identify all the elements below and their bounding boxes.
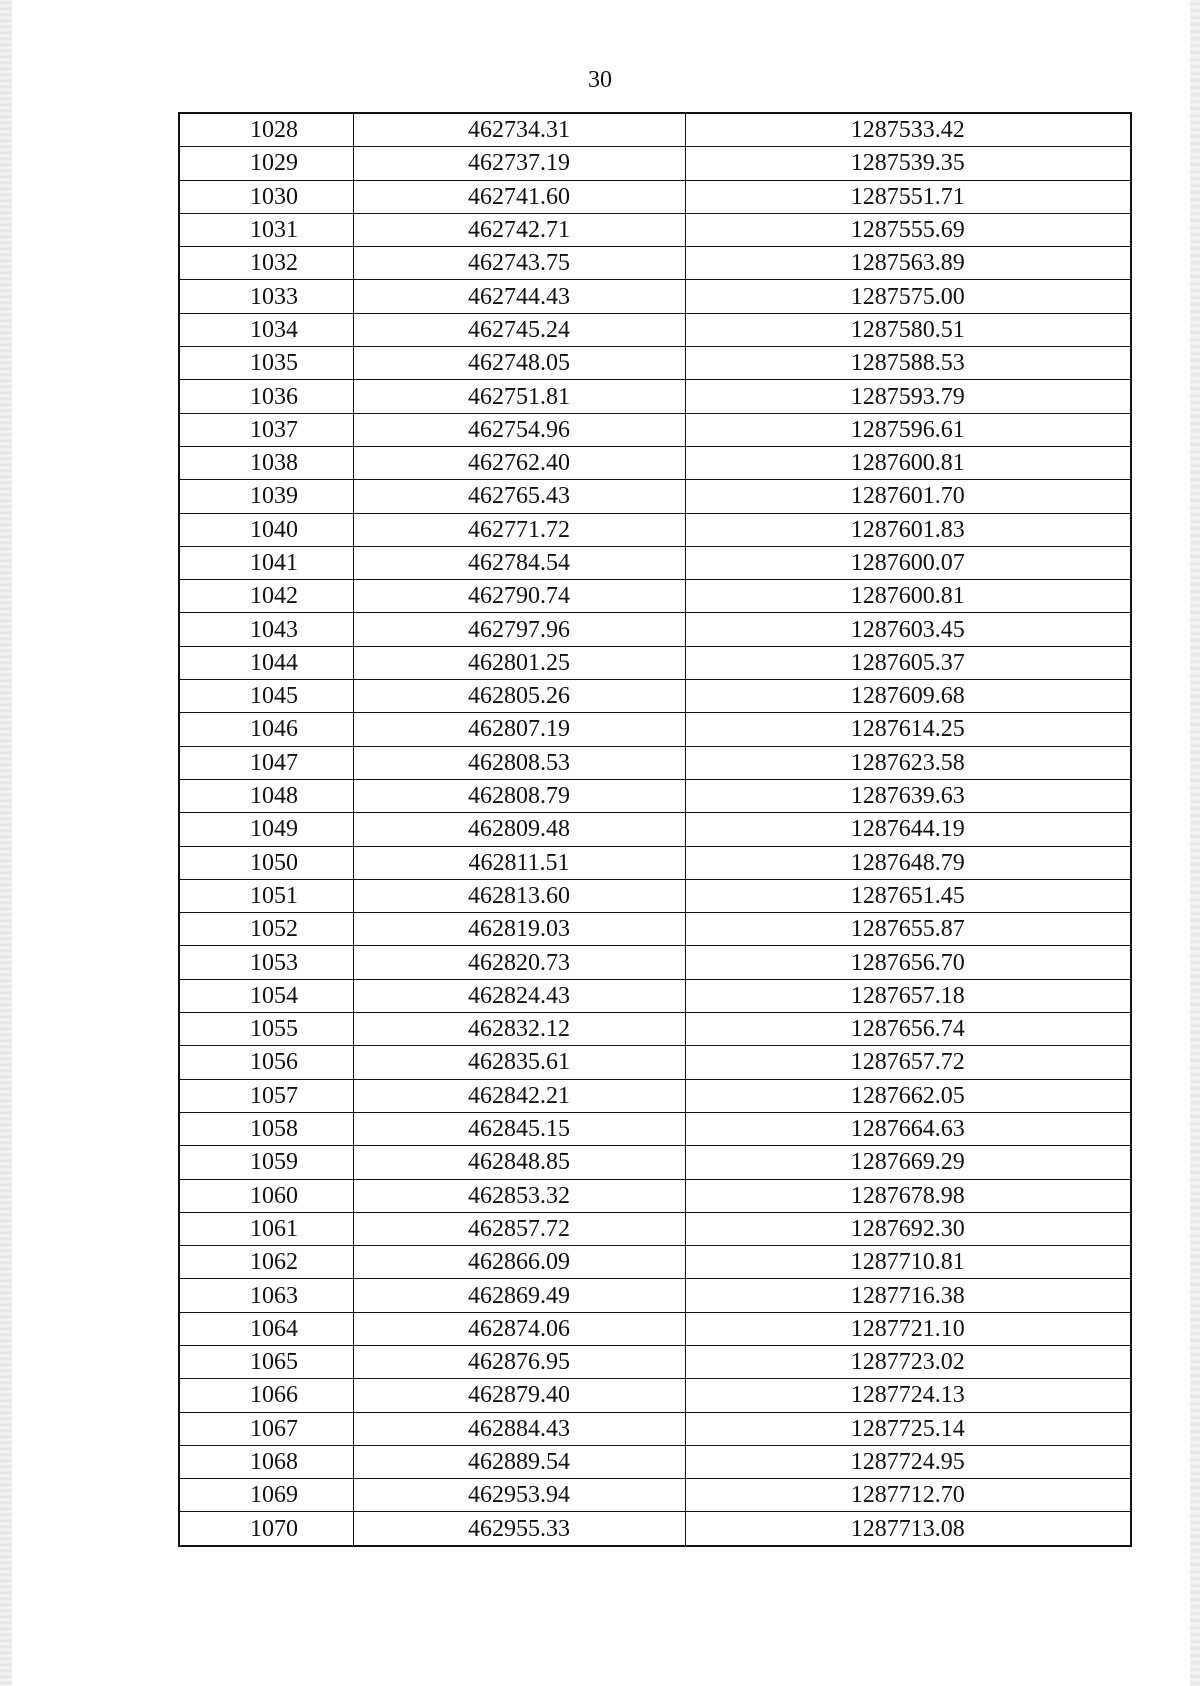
- table-row: [179, 1046, 1131, 1079]
- point-id-cell: [179, 280, 353, 313]
- x-coordinate-cell: 462797.96: [353, 613, 685, 646]
- point-id: 1067: [250, 1415, 298, 1442]
- point-id-cell: [179, 113, 353, 147]
- x-coordinate-cell: 462955.33: [353, 1512, 685, 1546]
- x-coordinate-cell: 462835.61: [353, 1046, 685, 1079]
- point-id: 1039: [250, 483, 298, 510]
- point-id: 1033: [250, 283, 298, 310]
- point-id-cell: [179, 979, 353, 1012]
- table-row: [179, 1212, 1131, 1245]
- point-id-cell: [179, 580, 353, 613]
- x-coordinate-cell: 462857.72: [353, 1212, 685, 1245]
- point-id: 1054: [250, 982, 298, 1009]
- point-id-cell: [179, 713, 353, 746]
- point-id-cell: [179, 813, 353, 846]
- point-id: 1066: [250, 1382, 298, 1409]
- y-coordinate-cell: 1287656.74: [685, 1013, 1131, 1046]
- point-id-cell: [179, 1312, 353, 1345]
- point-id: 1042: [250, 583, 298, 610]
- point-id: 1032: [250, 250, 298, 277]
- x-coordinate-cell: 462741.60: [353, 180, 685, 213]
- x-coordinate-cell: 462820.73: [353, 946, 685, 979]
- point-id-cell: [179, 1212, 353, 1245]
- point-id: 1029: [250, 150, 298, 177]
- table-row: [179, 213, 1131, 246]
- point-id-cell: [179, 613, 353, 646]
- point-id-cell: [179, 746, 353, 779]
- table-row: [179, 1246, 1131, 1279]
- point-id: 1069: [250, 1482, 298, 1509]
- x-coordinate-cell: 462737.19: [353, 147, 685, 180]
- y-coordinate-cell: 1287657.18: [685, 979, 1131, 1012]
- point-id: 1068: [250, 1449, 298, 1476]
- y-coordinate-cell: 1287551.71: [685, 180, 1131, 213]
- table-row: [179, 879, 1131, 912]
- y-coordinate-cell: 1287588.53: [685, 347, 1131, 380]
- point-id: 1051: [250, 882, 298, 909]
- y-coordinate-cell: 1287600.07: [685, 546, 1131, 579]
- table-row: [179, 1312, 1131, 1345]
- x-coordinate-cell: 462765.43: [353, 480, 685, 513]
- y-coordinate-cell: 1287651.45: [685, 879, 1131, 912]
- y-coordinate-cell: 1287609.68: [685, 680, 1131, 713]
- table-row: [179, 113, 1131, 147]
- table-row: [179, 280, 1131, 313]
- point-id: 1043: [250, 616, 298, 643]
- y-coordinate-cell: 1287580.51: [685, 313, 1131, 346]
- table-row: [179, 380, 1131, 413]
- x-coordinate-cell: 462832.12: [353, 1013, 685, 1046]
- point-id-cell: [179, 913, 353, 946]
- y-coordinate-cell: 1287593.79: [685, 380, 1131, 413]
- point-id-cell: [179, 1112, 353, 1145]
- coordinate-table: [178, 112, 1132, 1547]
- x-coordinate-cell: 462874.06: [353, 1312, 685, 1345]
- point-id: 1053: [250, 949, 298, 976]
- x-coordinate-cell: 462845.15: [353, 1112, 685, 1145]
- point-id: 1045: [250, 683, 298, 710]
- point-id: 1046: [250, 716, 298, 743]
- y-coordinate-cell: 1287678.98: [685, 1179, 1131, 1212]
- y-coordinate-cell: 1287692.30: [685, 1212, 1131, 1245]
- point-id-cell: [179, 147, 353, 180]
- table-row: [179, 1445, 1131, 1478]
- x-coordinate-cell: 462754.96: [353, 413, 685, 446]
- point-id-cell: [179, 446, 353, 479]
- table-row: [179, 247, 1131, 280]
- x-coordinate-cell: 462805.26: [353, 680, 685, 713]
- table-row: [179, 1345, 1131, 1378]
- x-coordinate-cell: 462953.94: [353, 1479, 685, 1512]
- point-id: 1036: [250, 383, 298, 410]
- point-id-cell: [179, 1412, 353, 1445]
- x-coordinate-cell: 462884.43: [353, 1412, 685, 1445]
- y-coordinate-cell: 1287716.38: [685, 1279, 1131, 1312]
- y-coordinate-cell: 1287600.81: [685, 446, 1131, 479]
- point-id-cell: [179, 1179, 353, 1212]
- y-coordinate-cell: 1287669.29: [685, 1146, 1131, 1179]
- table-row: [179, 1512, 1131, 1546]
- point-id: 1058: [250, 1116, 298, 1143]
- x-coordinate-cell: 462866.09: [353, 1246, 685, 1279]
- scan-edge-right: [1190, 0, 1200, 1686]
- y-coordinate-cell: 1287724.13: [685, 1379, 1131, 1412]
- point-id: 1037: [250, 416, 298, 443]
- table-row: [179, 546, 1131, 579]
- x-coordinate-cell: 462807.19: [353, 713, 685, 746]
- table-row: [179, 646, 1131, 679]
- point-id: 1063: [250, 1282, 298, 1309]
- point-id-cell: [179, 380, 353, 413]
- point-id: 1062: [250, 1249, 298, 1276]
- y-coordinate-cell: 1287639.63: [685, 779, 1131, 812]
- x-coordinate-cell: 462889.54: [353, 1445, 685, 1478]
- point-id: 1040: [250, 516, 298, 543]
- x-coordinate-cell: 462813.60: [353, 879, 685, 912]
- x-coordinate-cell: 462751.81: [353, 380, 685, 413]
- table-row: [179, 1079, 1131, 1112]
- y-coordinate-cell: 1287555.69: [685, 213, 1131, 246]
- y-coordinate-cell: 1287721.10: [685, 1312, 1131, 1345]
- point-id-cell: [179, 313, 353, 346]
- table-row: [179, 1179, 1131, 1212]
- y-coordinate-cell: 1287533.42: [685, 113, 1131, 147]
- point-id: 1050: [250, 849, 298, 876]
- point-id-cell: [179, 879, 353, 912]
- point-id-cell: [179, 1046, 353, 1079]
- y-coordinate-cell: 1287605.37: [685, 646, 1131, 679]
- x-coordinate-cell: 462748.05: [353, 347, 685, 380]
- point-id: 1049: [250, 816, 298, 843]
- point-id: 1052: [250, 916, 298, 943]
- y-coordinate-cell: 1287725.14: [685, 1412, 1131, 1445]
- point-id-cell: [179, 480, 353, 513]
- x-coordinate-cell: 462853.32: [353, 1179, 685, 1212]
- y-coordinate-cell: 1287655.87: [685, 913, 1131, 946]
- x-coordinate-cell: 462771.72: [353, 513, 685, 546]
- point-id-cell: [179, 1345, 353, 1378]
- x-coordinate-cell: 462808.53: [353, 746, 685, 779]
- table-row: [179, 746, 1131, 779]
- x-coordinate-cell: 462762.40: [353, 446, 685, 479]
- x-coordinate-cell: 462744.43: [353, 280, 685, 313]
- point-id-cell: [179, 1512, 353, 1546]
- point-id-cell: [179, 213, 353, 246]
- x-coordinate-cell: 462790.74: [353, 580, 685, 613]
- x-coordinate-cell: 462745.24: [353, 313, 685, 346]
- table-row: [179, 313, 1131, 346]
- point-id-cell: [179, 680, 353, 713]
- table-row: [179, 613, 1131, 646]
- page-number: 30: [588, 67, 612, 93]
- table-row: [179, 1146, 1131, 1179]
- x-coordinate-cell: 462879.40: [353, 1379, 685, 1412]
- x-coordinate-cell: 462848.85: [353, 1146, 685, 1179]
- point-id-cell: [179, 513, 353, 546]
- y-coordinate-cell: 1287600.81: [685, 580, 1131, 613]
- point-id: 1044: [250, 649, 298, 676]
- point-id-cell: [179, 1279, 353, 1312]
- point-id: 1048: [250, 783, 298, 810]
- y-coordinate-cell: 1287575.00: [685, 280, 1131, 313]
- point-id-cell: [179, 1146, 353, 1179]
- scan-edge-left: [0, 0, 12, 1686]
- y-coordinate-cell: 1287656.70: [685, 946, 1131, 979]
- point-id: 1057: [250, 1082, 298, 1109]
- x-coordinate-cell: 462742.71: [353, 213, 685, 246]
- y-coordinate-cell: 1287563.89: [685, 247, 1131, 280]
- point-id: 1059: [250, 1149, 298, 1176]
- point-id: 1060: [250, 1182, 298, 1209]
- table-row: [179, 147, 1131, 180]
- y-coordinate-cell: 1287662.05: [685, 1079, 1131, 1112]
- y-coordinate-cell: 1287724.95: [685, 1445, 1131, 1478]
- y-coordinate-cell: 1287664.63: [685, 1112, 1131, 1145]
- point-id: 1028: [250, 117, 298, 144]
- table-row: [179, 979, 1131, 1012]
- table-row: [179, 347, 1131, 380]
- table-row: [179, 713, 1131, 746]
- point-id: 1056: [250, 1049, 298, 1076]
- x-coordinate-cell: 462842.21: [353, 1079, 685, 1112]
- y-coordinate-cell: 1287657.72: [685, 1046, 1131, 1079]
- point-id-cell: [179, 180, 353, 213]
- x-coordinate-cell: 462869.49: [353, 1279, 685, 1312]
- table-row: [179, 813, 1131, 846]
- point-id: 1034: [250, 316, 298, 343]
- point-id-cell: [179, 946, 353, 979]
- point-id: 1035: [250, 350, 298, 377]
- table-row: [179, 1479, 1131, 1512]
- table-row: [179, 1412, 1131, 1445]
- point-id-cell: [179, 247, 353, 280]
- table-row: [179, 913, 1131, 946]
- point-id: 1038: [250, 450, 298, 477]
- table-row: [179, 846, 1131, 879]
- x-coordinate-cell: 462824.43: [353, 979, 685, 1012]
- y-coordinate-cell: 1287596.61: [685, 413, 1131, 446]
- point-id-cell: [179, 646, 353, 679]
- point-id-cell: [179, 779, 353, 812]
- point-id: 1065: [250, 1349, 298, 1376]
- point-id-cell: [179, 546, 353, 579]
- y-coordinate-cell: 1287601.70: [685, 480, 1131, 513]
- y-coordinate-cell: 1287710.81: [685, 1246, 1131, 1279]
- point-id: 1047: [250, 749, 298, 776]
- y-coordinate-cell: 1287603.45: [685, 613, 1131, 646]
- point-id: 1064: [250, 1315, 298, 1342]
- table-row: [179, 779, 1131, 812]
- x-coordinate-cell: 462808.79: [353, 779, 685, 812]
- table-row: [179, 180, 1131, 213]
- x-coordinate-cell: 462809.48: [353, 813, 685, 846]
- x-coordinate-cell: 462876.95: [353, 1345, 685, 1378]
- x-coordinate-cell: 462743.75: [353, 247, 685, 280]
- point-id-cell: [179, 413, 353, 446]
- point-id: 1031: [250, 217, 298, 244]
- point-id-cell: [179, 347, 353, 380]
- point-id-cell: [179, 1445, 353, 1478]
- table-row: [179, 1112, 1131, 1145]
- y-coordinate-cell: 1287623.58: [685, 746, 1131, 779]
- y-coordinate-cell: 1287712.70: [685, 1479, 1131, 1512]
- x-coordinate-cell: 462801.25: [353, 646, 685, 679]
- table-row: [179, 480, 1131, 513]
- table-row: [179, 446, 1131, 479]
- table-row: [179, 1013, 1131, 1046]
- point-id-cell: [179, 1246, 353, 1279]
- y-coordinate-cell: 1287713.08: [685, 1512, 1131, 1546]
- y-coordinate-cell: 1287644.19: [685, 813, 1131, 846]
- point-id: 1061: [250, 1215, 298, 1242]
- y-coordinate-cell: 1287601.83: [685, 513, 1131, 546]
- y-coordinate-cell: 1287723.02: [685, 1345, 1131, 1378]
- table-row: [179, 946, 1131, 979]
- table-row: [179, 513, 1131, 546]
- point-id: 1041: [250, 550, 298, 576]
- x-coordinate-cell: 462784.54: [353, 546, 685, 579]
- y-coordinate-cell: 1287648.79: [685, 846, 1131, 879]
- point-id-cell: [179, 1013, 353, 1046]
- y-coordinate-cell: 1287614.25: [685, 713, 1131, 746]
- table-row: [179, 680, 1131, 713]
- x-coordinate-cell: 462734.31: [353, 113, 685, 147]
- table-row: [179, 413, 1131, 446]
- coordinate-table-body: [179, 113, 1131, 1546]
- point-id-cell: [179, 1379, 353, 1412]
- table-row: [179, 1379, 1131, 1412]
- point-id: 1030: [250, 183, 298, 210]
- point-id: 1055: [250, 1016, 298, 1043]
- point-id-cell: [179, 1479, 353, 1512]
- point-id-cell: [179, 1079, 353, 1112]
- point-id: 1070: [250, 1515, 298, 1542]
- y-coordinate-cell: 1287539.35: [685, 147, 1131, 180]
- x-coordinate-cell: 462819.03: [353, 913, 685, 946]
- table-row: [179, 1279, 1131, 1312]
- table-row: [179, 580, 1131, 613]
- x-coordinate-cell: 462811.51: [353, 846, 685, 879]
- point-id-cell: [179, 846, 353, 879]
